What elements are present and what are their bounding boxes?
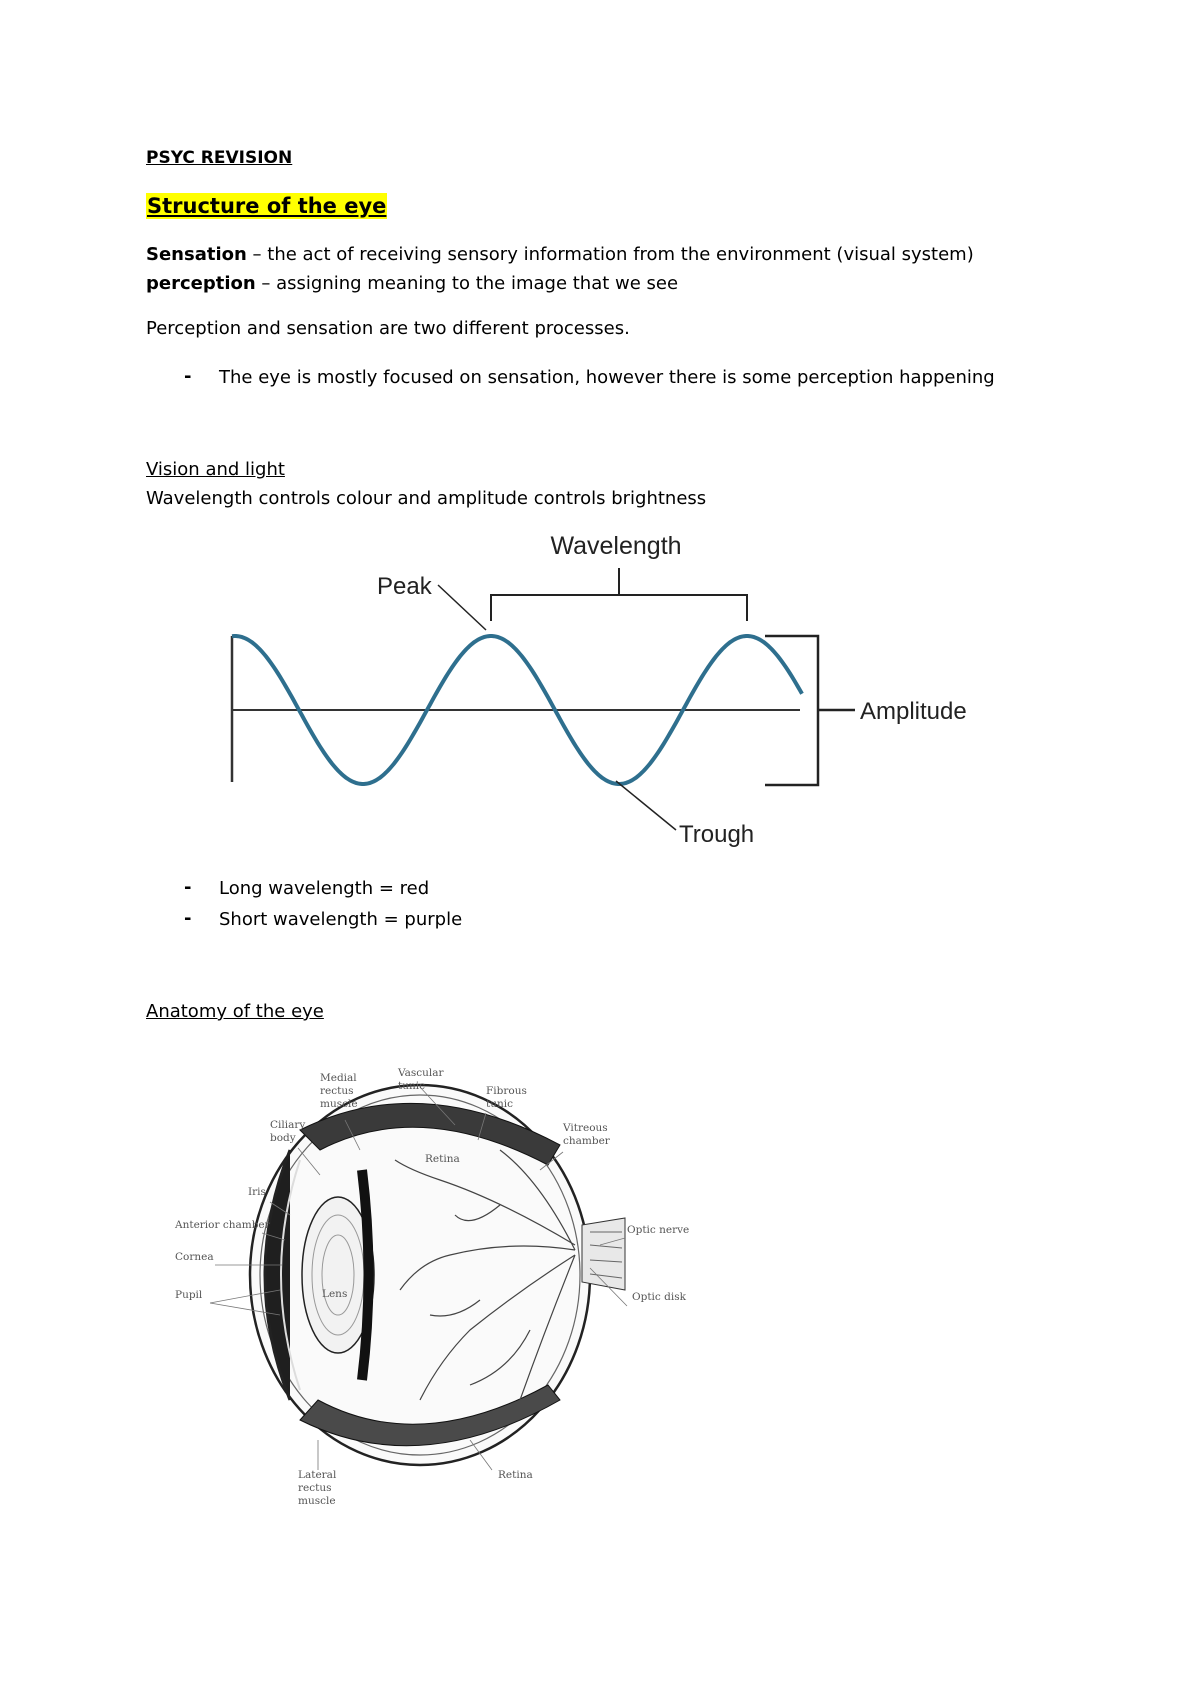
svg-text:Lateralrectusmuscle xyxy=(298,1469,337,1507)
section-anatomy-of-eye: Anatomy of the eye xyxy=(146,1001,324,1022)
perception-text: – assigning meaning to the image that we see xyxy=(255,273,679,294)
bullet-dash: - xyxy=(184,877,192,898)
label-lens: Lens xyxy=(322,1288,348,1300)
bullet-short-wavelength: Short wavelength = purple xyxy=(219,909,463,930)
bullet-long-wavelength: Long wavelength = red xyxy=(219,878,430,899)
label-lateral-rectus-2: rectus xyxy=(298,1482,332,1494)
bullet-dash: - xyxy=(184,908,192,929)
wavelength-label: Wavelength xyxy=(550,532,682,560)
heading-structure-of-eye: Structure of the eye xyxy=(147,194,387,218)
label-retina-bottom: Retina xyxy=(498,1469,533,1481)
label-pupil: Pupil xyxy=(175,1289,203,1301)
label-vitreous-chamber-1: Vitreous xyxy=(563,1122,608,1134)
bullet-dash: - xyxy=(184,366,192,387)
perception-term: perception xyxy=(146,273,256,294)
label-medial-rectus-2: rectus xyxy=(320,1085,354,1097)
vision-text: Wavelength controls colour and amplitude controls brightness xyxy=(146,488,707,509)
label-fibrous-tunic-1: Fibrous xyxy=(486,1085,527,1097)
amplitude-label: Amplitude xyxy=(860,698,967,725)
label-medial-rectus-1: Medial xyxy=(320,1072,357,1084)
label-vitreous-chamber-2: chamber xyxy=(563,1135,610,1147)
trough-label: Trough xyxy=(679,821,755,848)
label-optic-disk: Optic disk xyxy=(632,1291,686,1303)
svg-text:Vitreouschamber xyxy=(562,1122,611,1147)
label-medial-rectus-3: muscle xyxy=(320,1098,358,1110)
label-lateral-rectus-1: Lateral xyxy=(298,1469,337,1481)
label-vascular-tunic-2: tunic xyxy=(398,1080,425,1092)
document-title: PSYC REVISION xyxy=(146,148,293,168)
label-anterior-chamber: Anterior chamber xyxy=(175,1219,270,1231)
label-ciliary-body-1: Ciliary xyxy=(270,1119,306,1131)
label-optic-nerve: Optic nerve xyxy=(627,1224,690,1236)
label-retina-top: Retina xyxy=(425,1153,460,1165)
label-fibrous-tunic-2: tunic xyxy=(486,1098,513,1110)
processes-paragraph: Perception and sensation are two different processes. xyxy=(146,318,630,339)
label-vascular-tunic-1: Vascular xyxy=(398,1067,444,1079)
section-vision-and-light: Vision and light xyxy=(146,459,285,480)
sensation-text: – the act of receiving sensory information from the environment (visual system) xyxy=(246,244,974,265)
label-ciliary-body-2: body xyxy=(270,1132,296,1144)
sensation-term: Sensation xyxy=(146,244,247,265)
label-cornea: Cornea xyxy=(175,1251,214,1263)
label-iris: Iris xyxy=(248,1186,266,1198)
svg-text:Fibroustunic xyxy=(486,1085,527,1110)
label-lateral-rectus-3: muscle xyxy=(298,1495,336,1507)
peak-label: Peak xyxy=(377,573,432,600)
bullet-eye-sensation: The eye is mostly focused on sensation, however there is some perception happening xyxy=(219,367,995,388)
svg-text:Medialrectusmuscle xyxy=(320,1072,358,1110)
